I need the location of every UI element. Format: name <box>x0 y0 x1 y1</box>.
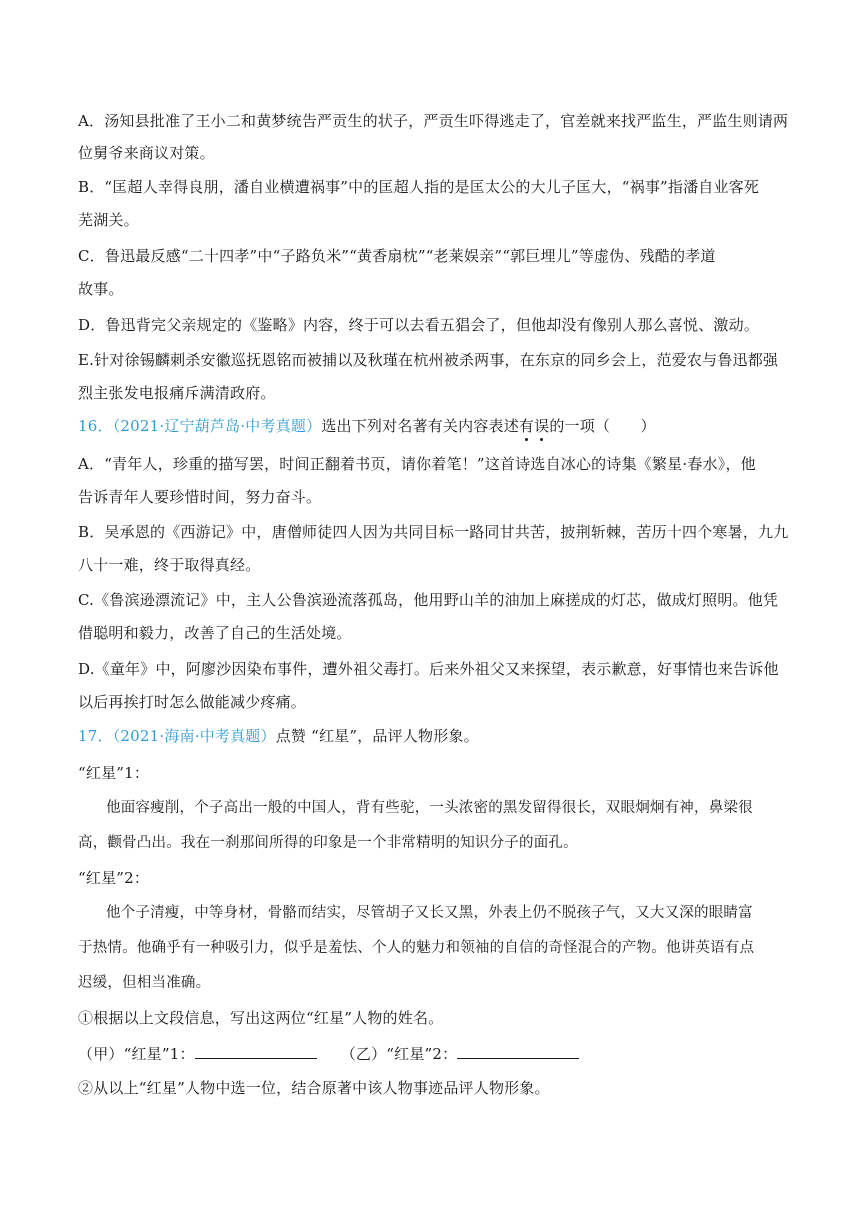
q15-option-b-line2: 芜湖关。 <box>78 211 139 229</box>
blank-jia-line[interactable] <box>195 1043 317 1059</box>
q17-star1-passage-line2: 高，颧骨凸出。我在一刹那间所得的印象是一个非常精明的知识分子的面孔。 <box>78 835 578 851</box>
q16-emphasis-char-1: 有 <box>518 417 535 435</box>
q16-option-b-line1: B．吴承恩的《西游记》中，唐僧师徒四人因为共同目标一路同甘共苦，披荆斩棘，苦历十四个寒暑，九九 <box>78 523 789 541</box>
q17-star2-passage-line2: 于热情。他确乎有一种吸引力，似乎是羞怯、个人的魅力和领袖的自信的奇怪混合的产物。他讲英语有点 <box>78 940 755 956</box>
q16-number: 16． <box>78 417 113 435</box>
q16-option-c-line2: 借聪明和毅力，改善了自己的生活处境。 <box>78 624 352 642</box>
q15-option-b-line1: B．“匡超人幸得良朋，潘自业横遭祸事”中的匡超人指的是匡太公的大儿子匡大，“祸事”指潘自业客死 <box>78 178 760 196</box>
q16-option-a-line2: 告诉青年人要珍惜时间，努力奋斗。 <box>78 488 322 506</box>
q17-number: 17． <box>78 727 113 745</box>
q17-star1-label: “红星”1： <box>78 764 150 782</box>
q17-star1-passage-line1: 他面容瘦削，个子高出一般的中国人，背有些驼，一头浓密的黑发留得很长，双眼炯炯有神，鼻梁很 <box>106 800 753 816</box>
q15-option-a-line1: A．汤知县批准了王小二和黄梦统告严贡生的状子，严贡生吓得逃走了，官差就来找严监生，严监生则请两 <box>78 112 789 130</box>
q17-star2-passage-line1: 他个子清瘦，中等身材，骨骼而结实，尽管胡子又长又黑，外表上仍不脱孩子气，又大又深的眼睛富 <box>106 905 753 921</box>
q17-source: （2021·海南·中考真题） <box>112 727 276 745</box>
q16-emphasis-char-2: 误 <box>534 417 550 435</box>
q16-option-b-line2: 八十一难，终于取得真经。 <box>78 556 261 574</box>
q15-option-c-line2: 故事。 <box>78 280 124 298</box>
q17-star2-label: “红星”2： <box>78 869 150 887</box>
q16-option-c-line1: C.《鲁滨逊漂流记》中，主人公鲁滨逊流落孤岛，他用野山羊的油加上麻搓成的灯芯，做成灯照明。他凭 <box>78 591 779 609</box>
blank-yi-label: （乙）“红星”2： <box>340 1045 458 1063</box>
q16-option-a-line1: A．“青年人，珍重的描写罢，时间正翻着书页，请你着笔！”这首诗选自冰心的诗集《繁星·春水》，他 <box>78 455 756 473</box>
blank-jia-label: （甲）“红星”1： <box>78 1045 195 1063</box>
q16-stem-text: 选出下列对名著有关内容表述 <box>321 417 519 435</box>
q17-task1: ①根据以上文段信息，写出这两位“红星”人物的姓名。 <box>78 1009 444 1027</box>
q17-stem <box>78 726 479 746</box>
q15-option-e-line1: E.针对徐锡麟刺杀安徽巡抚恩铭而被捕以及秋瑾在杭州被杀两事，在东京的同乡会上，范爱农与鲁迅都强 <box>78 351 779 369</box>
q15-option-d-line1: D．鲁迅背完父亲规定的《鉴略》内容，终于可以去看五猖会了，但他却没有像别人那么喜悦、激动。 <box>78 316 760 334</box>
q16-option-d-line1: D.《童年》中，阿廖沙因染布事件，遭外祖父毒打。后来外祖父又来探望，表示歉意，好事情也来告诉他 <box>78 660 779 678</box>
q15-option-a-line2: 位舅爷来商议对策。 <box>78 144 215 162</box>
q16-stem-tail: 的一项（ ） <box>549 417 656 435</box>
q16-option-d-line2: 以后再挨打时怎么做能减少疼痛。 <box>78 693 307 711</box>
q16-source: （2021·辽宁葫芦岛·中考真题） <box>112 417 322 435</box>
q15-option-e-line2: 烈主张发电报痛斥满清政府。 <box>78 384 276 402</box>
blank-yi-line[interactable] <box>457 1043 579 1059</box>
q16-stem <box>78 416 656 436</box>
q15-option-c-line1: C．鲁迅最反感“二十四孝”中“子路负米”“黄香扇枕”“老莱娱亲”“郭巨埋儿”等虚伪、残酷的孝道 <box>78 247 716 265</box>
q17-task2: ②从以上“红星”人物中选一位，结合原著中该人物事迹品评人物形象。 <box>78 1079 550 1097</box>
q17-star2-passage-line3: 迟缓，但相当准确。 <box>78 975 211 991</box>
q17-stem-text: 点赞 “红星”，品评人物形象。 <box>275 727 479 745</box>
q17-answer-blanks <box>78 1043 579 1064</box>
